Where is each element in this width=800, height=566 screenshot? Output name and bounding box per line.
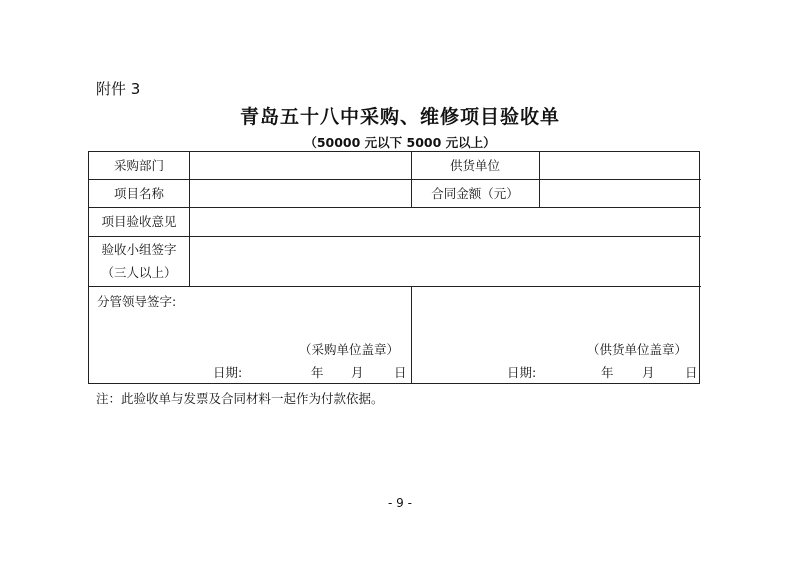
purchaser-year-label: 年 bbox=[311, 365, 324, 380]
project-name-label: 项目名称 bbox=[113, 186, 164, 201]
row-divider bbox=[89, 286, 701, 287]
purchaser-seal-label: （采购单位盖章） bbox=[299, 342, 400, 357]
purchaser-date-label: 日期: bbox=[213, 365, 243, 380]
project-name-field[interactable] bbox=[190, 180, 410, 207]
purchaser-month-label: 月 bbox=[351, 365, 364, 380]
team-signature-note: （三人以上） bbox=[101, 265, 177, 280]
purchaser-day-label: 日 bbox=[394, 365, 407, 380]
supplier-field[interactable] bbox=[540, 152, 700, 179]
footer-note: 注：此验收单与发票及合同材料一起作为付款依据。 bbox=[96, 391, 384, 406]
contract-amount-label: 合同金额（元） bbox=[431, 186, 519, 201]
team-signature-label: 验收小组签字 bbox=[101, 242, 177, 257]
column-divider bbox=[411, 286, 412, 384]
team-signature-field[interactable] bbox=[190, 237, 700, 286]
acceptance-opinion-field[interactable] bbox=[190, 208, 700, 236]
page-subtitle: （50000 元以下 5000 元以上） bbox=[304, 135, 496, 150]
supplier-label: 供货单位 bbox=[449, 158, 500, 173]
contract-amount-field[interactable] bbox=[540, 180, 700, 207]
supplier-year-label: 年 bbox=[601, 365, 614, 380]
purchase-dept-field[interactable] bbox=[190, 152, 410, 179]
supplier-seal-label: （供货单位盖章） bbox=[587, 342, 688, 357]
acceptance-opinion-label: 项目验收意见 bbox=[101, 214, 177, 229]
supplier-day-label: 日 bbox=[685, 365, 698, 380]
acceptance-form-table bbox=[88, 151, 700, 384]
page-title: 青岛五十八中采购、维修项目验收单 bbox=[239, 106, 560, 128]
leader-signature-label: 分管领导签字: bbox=[97, 294, 177, 309]
supplier-month-label: 月 bbox=[642, 365, 655, 380]
attachment-label: 附件 3 bbox=[96, 80, 141, 98]
supplier-date-label: 日期: bbox=[507, 365, 537, 380]
page-number: - 9 - bbox=[388, 496, 412, 510]
purchase-dept-label: 采购部门 bbox=[113, 158, 164, 173]
